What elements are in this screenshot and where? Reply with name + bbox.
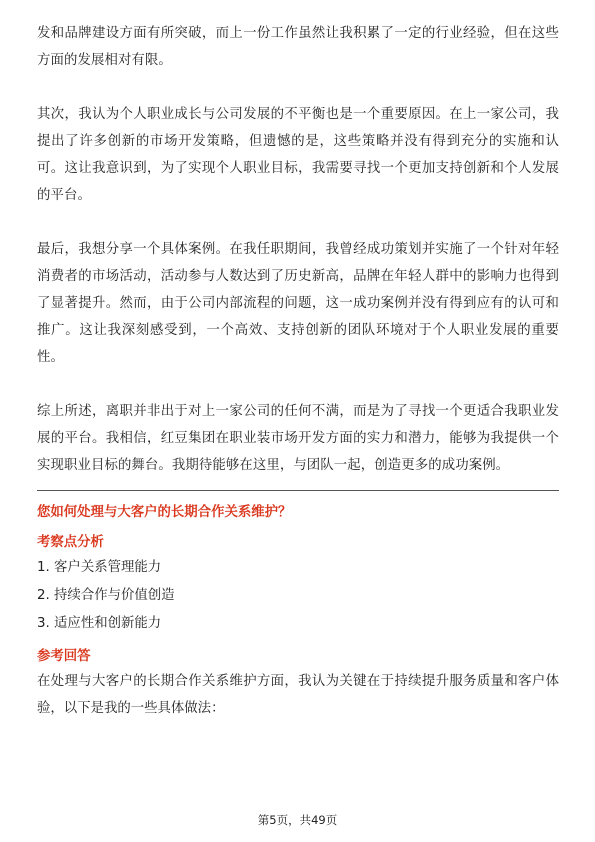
answer-heading: 参考回答 [37,649,91,664]
paragraph-case-example: 最后，我想分享一个具体案例。在我任职期间，我曾经成功策划并实施了一个针对年轻消费者的市场活动，活动参与人数达到了历史新高，品牌在年轻人群中的影响力也得到了显著提升。然而，由于公司内部流程的问题，这一成功案例并没有得到应有的认可和推广。这让我深刻感受到，一个高效、支持创新的团队环境对于个人职业发展的重要性。 [37,242,559,365]
paragraph-second-reason: 其次，我认为个人职业成长与公司发展的不平衡也是一个重要原因。在上一家公司，我提出了许多创新的市场开发策略，但遗憾的是，这些策略并没有得到充分的实施和认可。这让我意识到，为了实现个人职业目标，我需要寻找一个更加支持创新和个人发展的平台。 [37,107,559,203]
section-divider [37,490,559,491]
paragraph-summary: 综上所述，离职并非出于对上一家公司的任何不满，而是为了寻找一个更适合我职业发展的平台。我相信，红豆集团在职业装市场开发方面的实力和潜力，能够为我提供一个实现职业目标的舞台。我期待能够在这里，与团队一起，创造更多的成功案例。 [37,404,559,473]
paragraph-continuation: 发和品牌建设方面有所突破，而上一份工作虽然让我积累了一定的行业经验，但在这些方面的发展相对有限。 [37,26,559,68]
page-content [37,20,559,722]
page-number: 第5页，共49页 [257,813,338,827]
analysis-point: 1. 客户关系管理能力 [37,560,162,575]
analysis-heading: 考察点分析 [37,535,104,550]
analysis-points [37,554,559,638]
analysis-point: 3. 适应性和创新能力 [37,616,162,631]
answer-text: 在处理与大客户的长期合作关系维护方面，我认为关键在于持续提升服务质量和客户体验，以下是我的一些具体做法： [37,674,559,716]
analysis-point: 2. 持续合作与价值创造 [37,588,175,603]
interview-question: 您如何处理与大客户的长期合作关系维护？ [37,505,292,520]
